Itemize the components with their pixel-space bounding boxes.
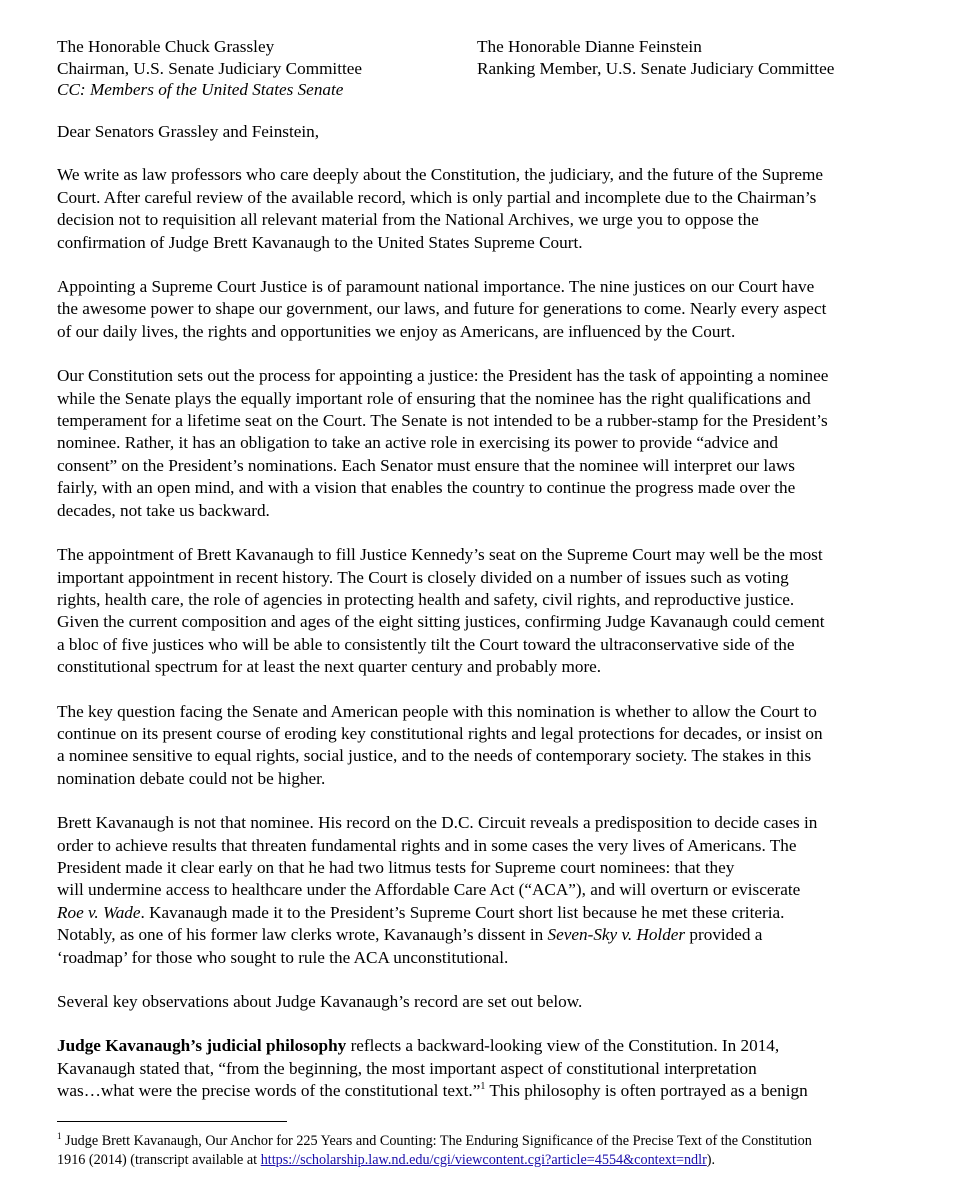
text-line: constitutional spectrum for at least the next quarter century and probably more. (57, 657, 602, 677)
text-line: Appointing a Supreme Court Justice is of paramount national importance. The nine justices on our Court have (57, 277, 815, 297)
text-run: Notably, as one of his former law clerks wrote, Kavanaugh’s dissent in (57, 925, 548, 945)
text-line (57, 902, 919, 924)
footnote-link[interactable]: https://scholarship.law.nd.edu/cgi/viewcontent.cgi?article=4554&context=ndlr (260, 1151, 707, 1168)
text-line: Kavanaugh stated that, “from the beginning, the most important aspect of constitutional interpretation (57, 1058, 757, 1078)
paragraph-intro (57, 164, 919, 254)
text-line: order to achieve results that threaten fundamental rights and in some cases the very lives of Americans. The (57, 835, 797, 855)
text-run: was…what were the precise words of the constitutional text.” (57, 1081, 481, 1101)
text-line (57, 1035, 919, 1057)
addressee-right (477, 36, 947, 79)
paragraph-record (57, 812, 919, 969)
paragraph-appointment (57, 544, 919, 678)
text-line: temperament for a lifetime seat on the Court. The Senate is not intended to be a rubber-stamp for the President’s (57, 411, 828, 431)
addressee-title: Ranking Member, U.S. Senate Judiciary Committee (477, 58, 835, 78)
text-line: decision not to requisition all relevant material from the National Archives, we urge you to oppose the (57, 210, 759, 230)
text-line: confirmation of Judge Brett Kavanaugh to the United States Supreme Court. (57, 232, 583, 252)
text-line: will undermine access to healthcare under the Affordable Care Act (“ACA”), and will overturn or eviscerate (57, 880, 801, 900)
text-line: We write as law professors who care deeply about the Constitution, the judiciary, and the future of the Supreme (57, 165, 823, 185)
case-name-seven-sky: Seven-Sky v. Holder (547, 925, 686, 945)
text-run: reflects a backward-looking view of the Constitution. In 2014, (346, 1036, 780, 1056)
letter-body (57, 121, 919, 1125)
paragraph-process (57, 365, 919, 522)
footnotes (57, 1132, 937, 1170)
text-line: ‘roadmap’ for those who sought to rule the ACA unconstitutional. (57, 947, 509, 967)
text-line: a nominee sensitive to equal rights, social justice, and to the needs of contemporary society. The stakes in this (57, 746, 812, 766)
footnote (57, 1132, 937, 1170)
footnote-text: Judge Brett Kavanaugh, Our Anchor for 225 Years and Counting: The Enduring Significance of the Precise Text of the Constitution (61, 1133, 812, 1149)
text-line: The key question facing the Senate and American people with this nomination is whether to allow the Court to (57, 701, 817, 721)
text-line: the awesome power to shape our government, our laws, and future for generations to come. Nearly every aspect (57, 299, 827, 319)
text-line: fairly, with an open mind, and with a vision that enables the country to continue the progress made over the (57, 478, 796, 498)
text-line: decades, not take us backward. (57, 500, 270, 520)
text-line: Our Constitution sets out the process for appointing a justice: the President has the task of appointing a nominee (57, 366, 829, 386)
paragraph-importance (57, 276, 919, 343)
footnote-number: 1 (57, 1131, 62, 1141)
addressee-title: Chairman, U.S. Senate Judiciary Committee (57, 58, 363, 78)
footnote-text: 1916 (2014) (transcript available at (57, 1151, 261, 1168)
paragraph-key-question (57, 701, 919, 791)
text-line (57, 924, 919, 946)
text-run: . Kavanaugh made it to the President’s Supreme Court short list because he met these criteria. (140, 902, 785, 922)
paragraph-observations: Several key observations about Judge Kavanaugh’s record are set out below. (57, 992, 583, 1011)
text-line: of our daily lives, the rights and opportunities we enjoy as Americans, are influenced by the Court. (57, 321, 736, 341)
text-line: Court. After careful review of the available record, which is only partial and incomplete due to the Chairman’s (57, 187, 817, 207)
paragraph-philosophy (57, 1035, 919, 1102)
text-line: a bloc of five justices who will be able to consistently tilt the Court toward the ultraconservative side of the (57, 634, 795, 654)
text-line: The appointment of Brett Kavanaugh to fill Justice Kennedy’s seat on the Supreme Court may well be the most (57, 545, 823, 565)
addressee-name: The Honorable Chuck Grassley (57, 37, 275, 56)
text-line: nominee. Rather, it has an obligation to take an active role in exercising its power to provide “advice and (57, 433, 778, 453)
cc-line: CC: Members of the United States Senate (57, 80, 344, 99)
footnote-divider (57, 1121, 287, 1122)
text-run: provided a (685, 925, 763, 945)
addressee-name: The Honorable Dianne Feinstein (477, 37, 702, 56)
addressee-left (57, 36, 477, 101)
text-run: This philosophy is often portrayed as a benign (485, 1081, 808, 1101)
footnote-text: ). (706, 1151, 716, 1168)
text-line: Brett Kavanaugh is not that nominee. His record on the D.C. Circuit reveals a predisposition to decide cases in (57, 813, 818, 833)
footnote-ref[interactable]: 1 (480, 1081, 486, 1093)
case-name-roe: Roe v. Wade (57, 902, 141, 922)
text-line: rights, health care, the role of agencies in protecting health and safety, civil rights, and reproductive justice. (57, 589, 795, 609)
text-line (57, 1080, 919, 1102)
text-line: nomination debate could not be higher. (57, 768, 326, 788)
text-line (57, 1132, 937, 1151)
text-line: President made it clear early on that he had two litmus tests for Supreme court nominees: that they (57, 857, 735, 877)
section-heading: Judge Kavanaugh’s judicial philosophy (57, 1036, 347, 1056)
text-line: continue on its present course of eroding key constitutional rights and legal protections for decades, or insist on (57, 723, 823, 743)
text-line: consent” on the President’s nominations. Each Senator must ensure that the nominee will interpret our laws (57, 455, 795, 475)
text-line: while the Senate plays the equally important role of ensuring that the nominee has the right qualifications and (57, 388, 811, 408)
text-line: important appointment in recent history. The Court is closely divided on a number of issues such as voting (57, 567, 789, 587)
text-line (57, 1151, 937, 1170)
text-line: Given the current composition and ages of the eight sitting justices, confirming Judge Kavanaugh could cement (57, 612, 825, 632)
salutation: Dear Senators Grassley and Feinstein, (57, 122, 320, 141)
